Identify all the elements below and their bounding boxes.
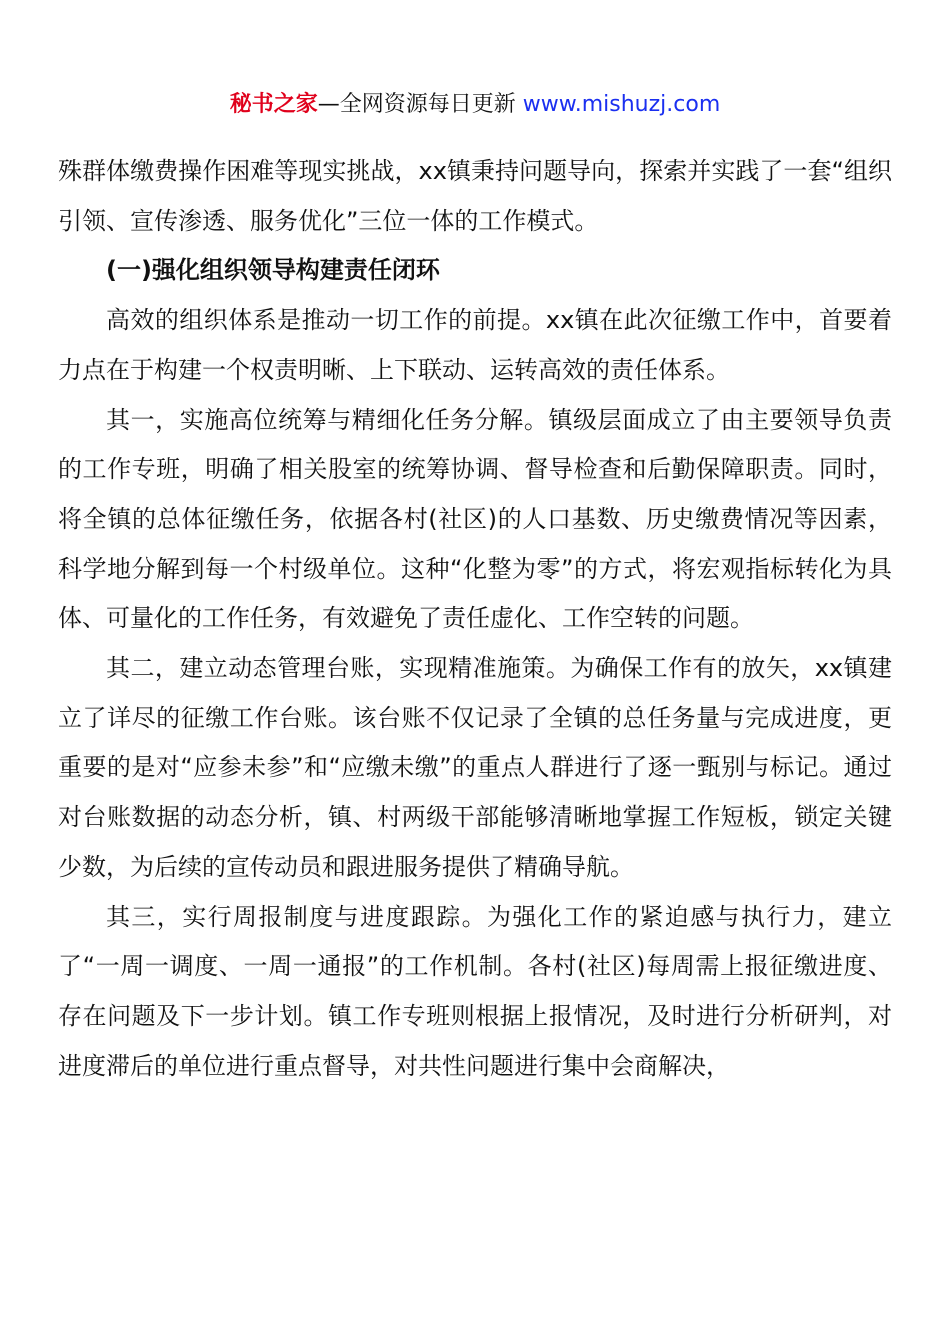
section-heading: (一)强化组织领导构建责任闭环 bbox=[106, 256, 440, 285]
document-body bbox=[58, 147, 892, 1091]
page-header bbox=[0, 88, 950, 122]
header-url[interactable]: www.mishuzj.com bbox=[522, 92, 721, 117]
paragraph-point-two: 其二，建立动态管理台账，实现精准施策。为确保工作有的放矢，xx镇建立了详尽的征缴工作台账。该台账不仅记录了全镇的总任务量与完成进度，更重要的是对“应参未参”和“应缴未缴”的重点人群进行了逐一甄别与标记。通过对台账数据的动态分析，镇、村两级干部能够清晰地掌握工作短板，锁定关键少数，为后续的宣传动员和跟进服务提供了精确导航。 bbox=[58, 654, 892, 881]
paragraph-intro: 高效的组织体系是推动一切工作的前提。xx镇在此次征缴工作中，首要着力点在于构建一个权责明晰、上下联动、运转高效的责任体系。 bbox=[58, 306, 892, 384]
paragraph-point-three: 其三，实行周报制度与进度跟踪。为强化工作的紧迫感与执行力，建立了“一周一调度、一周一通报”的工作机制。各村(社区)每周需上报征缴进度、存在问题及下一步计划。镇工作专班则根据上报情况，及时进行分析研判，对进度滞后的单位进行重点督导，对共性问题进行集中会商解决， bbox=[58, 902, 892, 1080]
header-brand: 秘书之家 bbox=[229, 92, 318, 117]
paragraph-continued: 殊群体缴费操作困难等现实挑战，xx镇秉持问题导向，探索并实践了一套“组织引领、宣传渗透、服务优化”三位一体的工作模式。 bbox=[58, 157, 892, 235]
header-tagline: —全网资源每日更新 bbox=[317, 92, 523, 117]
paragraph-point-one: 其一，实施高位统筹与精细化任务分解。镇级层面成立了由主要领导负责的工作专班，明确了相关股室的统筹协调、督导检查和后勤保障职责。同时，将全镇的总体征缴任务，依据各村(社区)的人口基数、历史缴费情况等因素，科学地分解到每一个村级单位。这种“化整为零”的方式，将宏观指标转化为具体、可量化的工作任务，有效避免了责任虚化、工作空转的问题。 bbox=[58, 405, 892, 633]
